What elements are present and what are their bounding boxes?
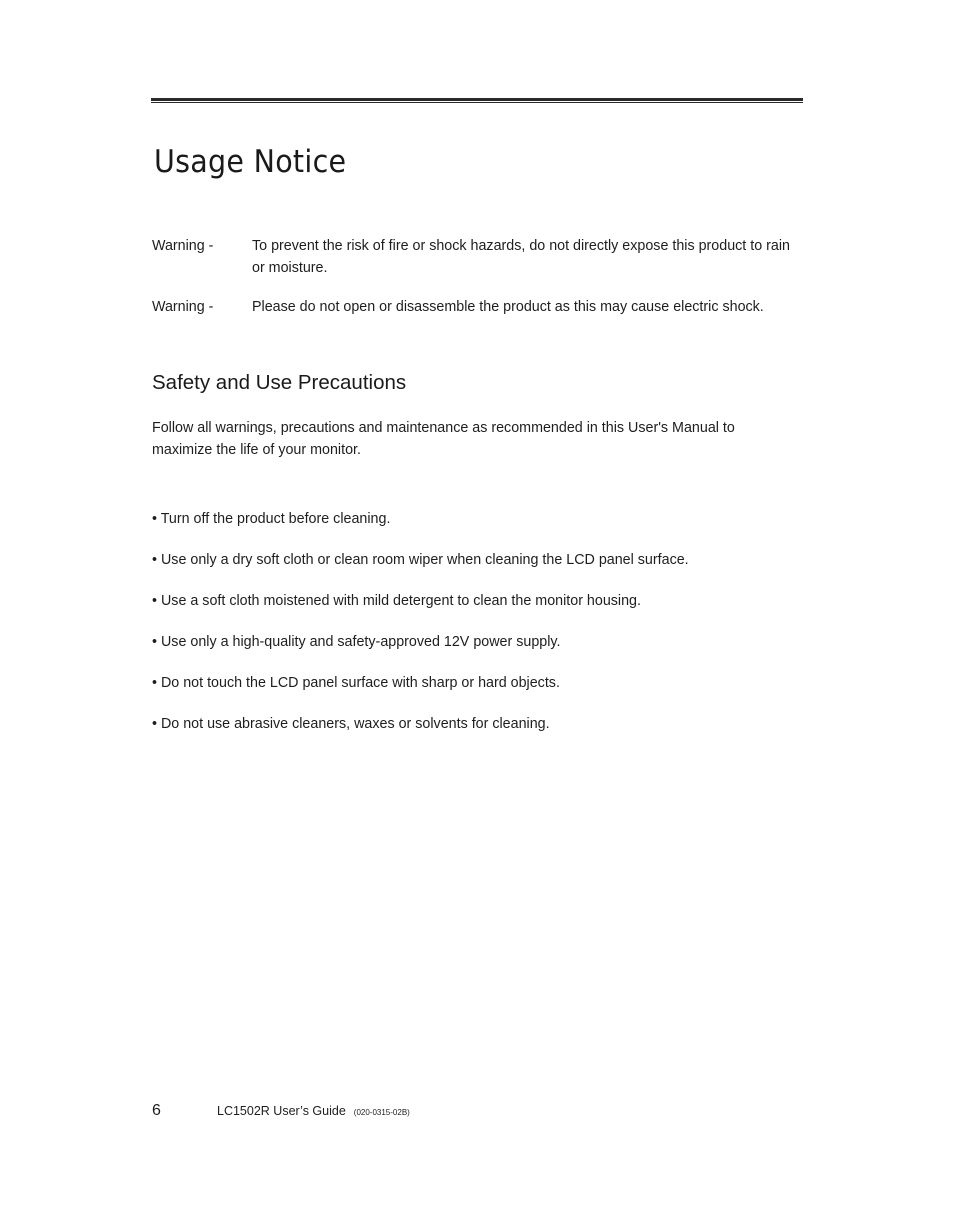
warning-text: To prevent the risk of fire or shock hazards, do not directly expose this product to rain or moisture. [252, 238, 790, 276]
intro-paragraph: Follow all warnings, precautions and maintenance as recommended in this User's Manual to maximize the life of your monitor. [152, 420, 735, 458]
list-item: • Use only a dry soft cloth or clean room wiper when cleaning the LCD panel surface. [152, 552, 689, 568]
warning-label: Warning - [152, 238, 214, 254]
page-number: 6 [152, 1102, 161, 1119]
guide-title: LC1502R User’s Guide [217, 1104, 346, 1118]
warning-text: Please do not open or disassemble the product as this may cause electric shock. [252, 299, 764, 315]
footer-guide-title [217, 1104, 410, 1118]
header-rule-thick [151, 98, 803, 101]
list-item: • Turn off the product before cleaning. [152, 511, 391, 527]
list-item: • Use only a high-quality and safety-approved 12V power supply. [152, 634, 561, 650]
header-rule-thin [151, 102, 803, 103]
page-title: Usage Notice [154, 144, 347, 180]
list-item: • Do not touch the LCD panel surface with sharp or hard objects. [152, 675, 560, 691]
warning-label: Warning - [152, 299, 214, 315]
doc-code: (020-0315-02B) [353, 1108, 410, 1117]
precautions-list [152, 508, 689, 754]
list-item: • Use a soft cloth moistened with mild detergent to clean the monitor housing. [152, 593, 641, 609]
list-item: • Do not use abrasive cleaners, waxes or solvents for cleaning. [152, 716, 550, 732]
section-heading: Safety and Use Precautions [152, 371, 407, 394]
